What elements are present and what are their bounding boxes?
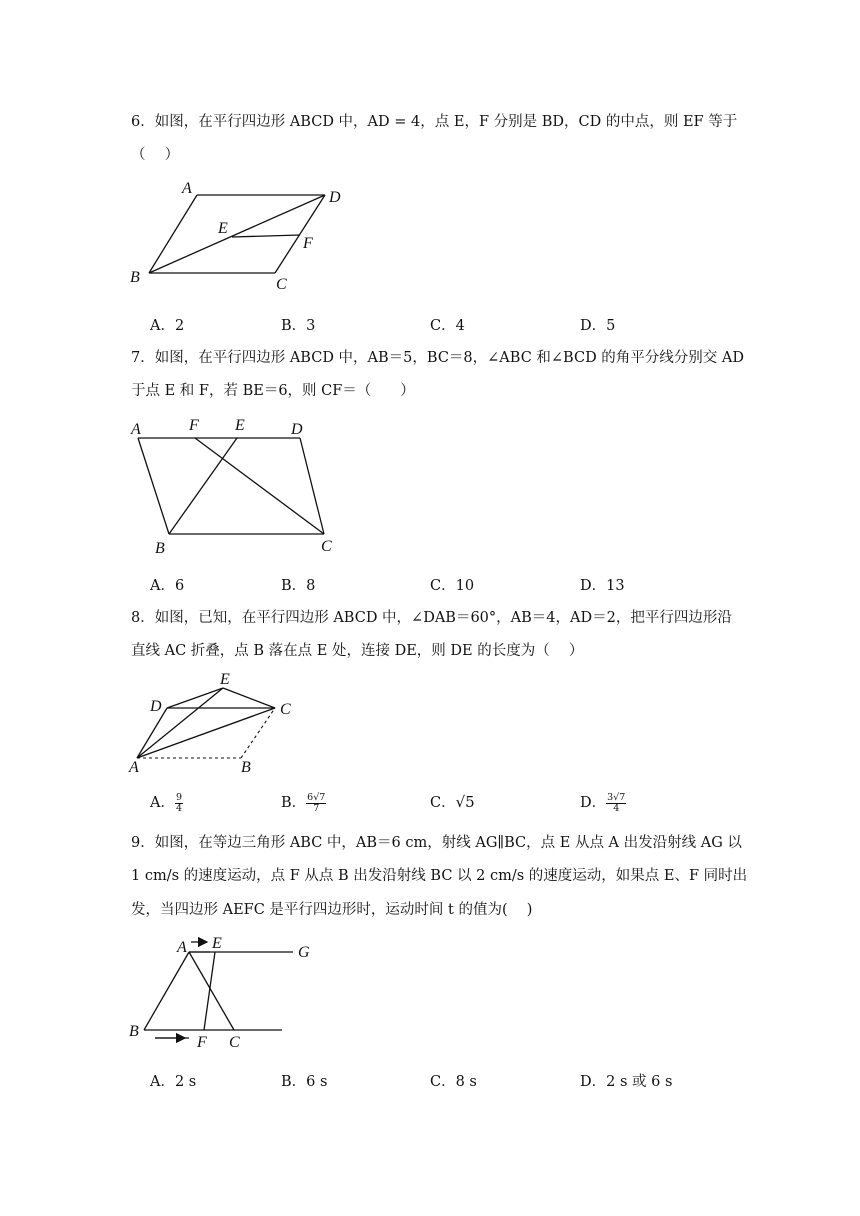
q9-figure: [125, 930, 335, 1060]
q8-label-b: B: [241, 759, 251, 776]
q7-label-f: F: [189, 417, 199, 434]
q6-label-e: E: [218, 220, 228, 237]
q7-text-line2: 于点 E 和 F，若 BE＝6，则 CF＝（ ）: [131, 383, 415, 399]
q7-option-d[interactable]: D．13: [580, 578, 625, 594]
q7-option-c[interactable]: C．10: [430, 578, 475, 594]
q8-option-c[interactable]: [430, 791, 475, 812]
q8-option-b-prefix: B．: [281, 795, 307, 811]
q7-figure: [125, 412, 355, 562]
q6-label-c: C: [276, 276, 287, 293]
q8-option-a-numerator: 9: [175, 791, 183, 803]
q9-text-line1: 9．如图，在等边三角形 ABC 中，AB＝6 cm，射线 AG∥BC，点 E 从点 A 出发沿射线 AG 以: [131, 835, 742, 851]
q6-label-a: A: [182, 180, 192, 197]
q8-option-a-fraction: [175, 793, 183, 814]
q8-option-a[interactable]: [150, 791, 183, 814]
q7-option-b[interactable]: B．8: [281, 578, 316, 594]
q6-text-line1: 6．如图，在平行四边形 ABCD 中，AD = 4，点 E，F 分别是 BD，CD 的中点，则 EF 等于: [131, 114, 738, 130]
q8-label-c: C: [280, 701, 291, 718]
q9-label-e: E: [212, 935, 222, 952]
q8-option-d[interactable]: [580, 791, 626, 814]
q6-label-f: F: [303, 235, 313, 252]
q9-options: [150, 1070, 770, 1092]
q8-option-b[interactable]: [281, 791, 326, 814]
q9-option-c[interactable]: C．8 s: [430, 1074, 477, 1090]
q6-text-line2: （ ）: [131, 147, 180, 163]
q8-option-d-prefix: D．: [580, 795, 607, 811]
q8-option-c-value: √5: [455, 793, 475, 811]
q8-option-d-numerator: 3√7: [607, 791, 626, 803]
q6-option-d[interactable]: D．5: [580, 318, 616, 334]
q8-option-a-denominator: 4: [175, 802, 183, 814]
q6-label-b: B: [130, 269, 140, 286]
q7-text-line1: 7．如图，在平行四边形 ABCD 中，AB＝5，BC＝8，∠ABC 和∠BCD 的角平分线分别交 AD: [131, 350, 745, 366]
q8-options: [150, 791, 770, 813]
q6-option-a[interactable]: A．2: [150, 318, 185, 334]
q7-label-e: E: [235, 417, 245, 434]
q9-label-f: F: [197, 1034, 207, 1051]
q9-option-d[interactable]: D．2 s 或 6 s: [580, 1074, 673, 1090]
q6-label-d: D: [329, 189, 341, 206]
q8-label-a: A: [129, 759, 139, 776]
q9-label-c: C: [229, 1034, 240, 1051]
q7-label-c: C: [321, 538, 332, 555]
q8-label-e: E: [220, 671, 230, 688]
q9-label-g: G: [298, 944, 310, 961]
q7-label-b: B: [155, 540, 165, 557]
q7-label-a: A: [131, 421, 141, 438]
q8-option-b-numerator: 6√7: [307, 791, 326, 803]
q9-text-line3: 发，当四边形 AEFC 是平行四边形时，运动时间 t 的值为( ): [131, 902, 533, 918]
q9-label-b: B: [129, 1023, 139, 1040]
q8-text-line2: 直线 AC 折叠，点 B 落在点 E 处，连接 DE，则 DE 的长度为（ ）: [131, 643, 584, 659]
q8-text-line1: 8．如图，已知，在平行四边形 ABCD 中，∠DAB＝60°，AB＝4，AD＝2，把平行四边形沿: [131, 610, 732, 626]
q8-option-a-prefix: A．: [150, 795, 175, 811]
q8-figure: [125, 668, 315, 778]
q8-option-b-denominator: 7: [313, 802, 320, 814]
q7-options: [150, 574, 770, 596]
q6-option-c[interactable]: C．4: [430, 318, 465, 334]
q7-label-d: D: [291, 421, 303, 438]
q9-option-b[interactable]: B．6 s: [281, 1074, 328, 1090]
q8-option-d-fraction: [606, 793, 626, 814]
q8-option-b-fraction: [306, 793, 326, 814]
q8-option-d-denominator: 4: [613, 802, 620, 814]
q9-option-a[interactable]: A．2 s: [150, 1074, 197, 1090]
q8-option-c-prefix: C．: [430, 795, 456, 811]
q9-label-a: A: [177, 939, 187, 956]
q7-option-a[interactable]: A．6: [150, 578, 185, 594]
q9-text-line2: 1 cm/s 的速度运动，点 F 从点 B 出发沿射线 BC 以 2 cm/s 的速度运动，如果点 E、F 同时出: [131, 868, 748, 884]
q6-options: [150, 314, 770, 336]
q8-label-d: D: [150, 698, 162, 715]
q6-figure: [120, 178, 360, 298]
q6-option-b[interactable]: B．3: [281, 318, 316, 334]
